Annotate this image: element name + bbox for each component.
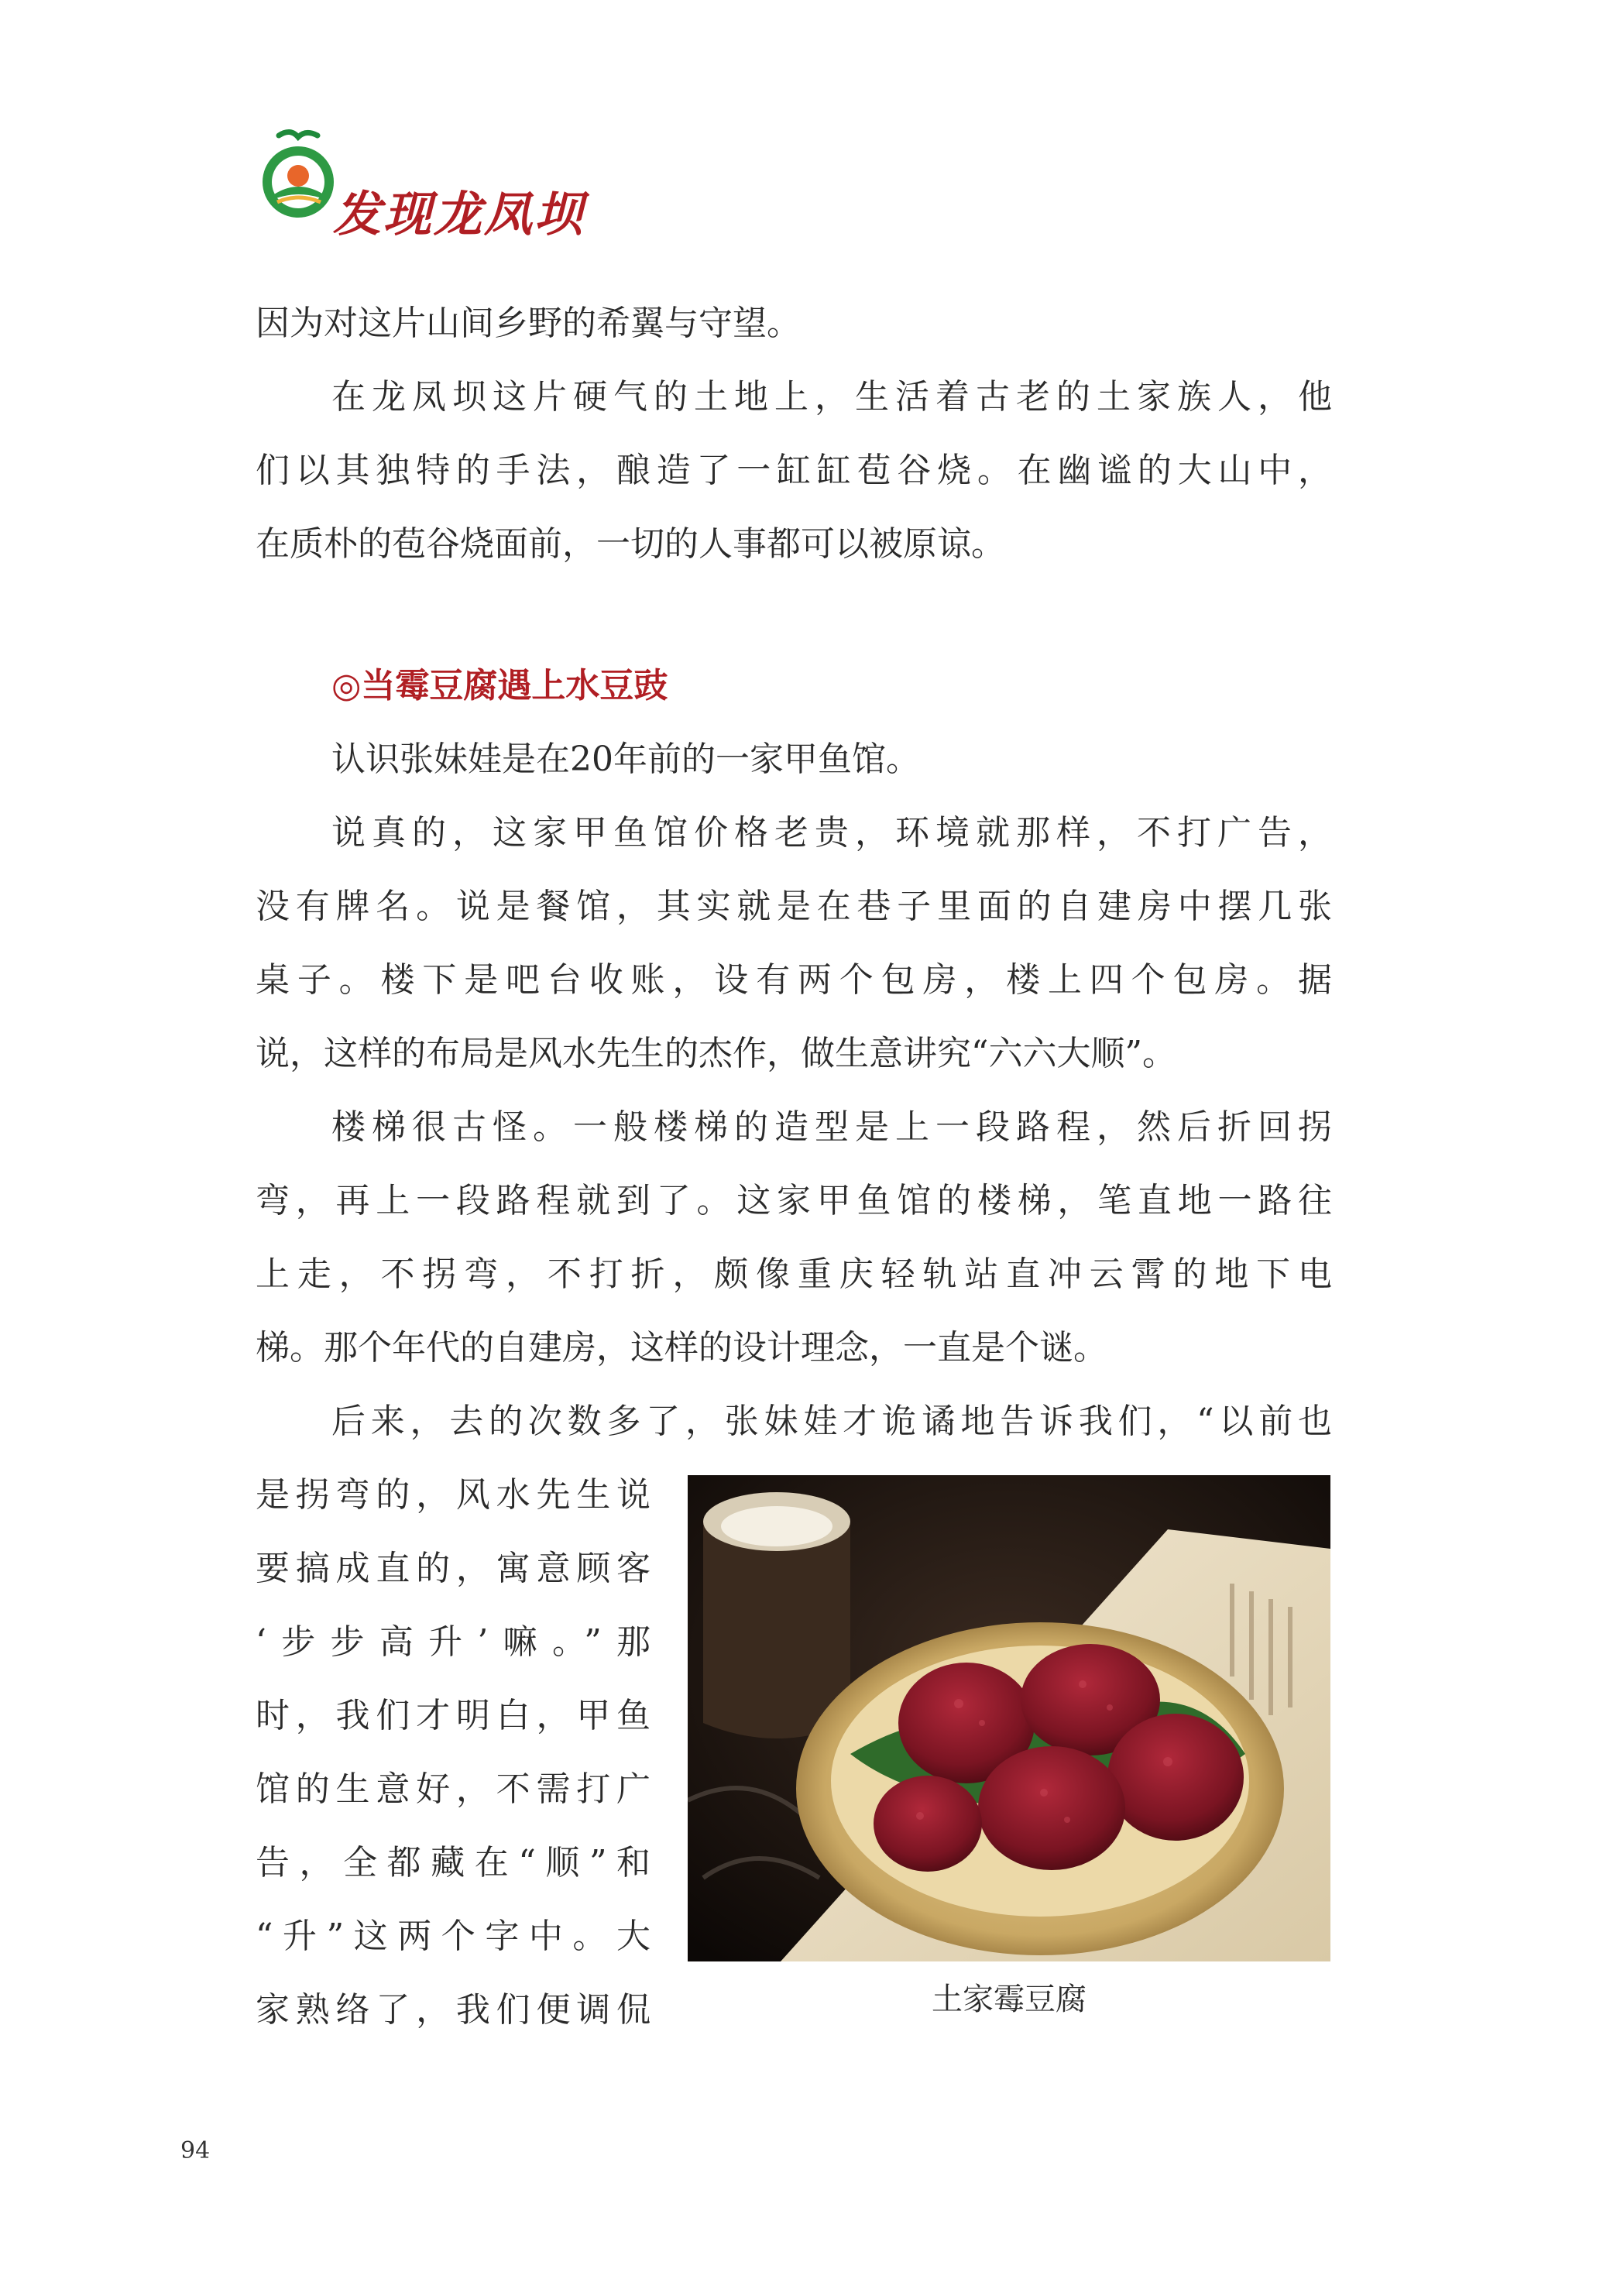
text-line: 告，全都藏在“顺”和 [256, 1843, 651, 1882]
text-line: 是拐弯的，风水先生说 [256, 1475, 651, 1515]
paragraph-2 [256, 360, 1332, 581]
paragraph-5 [256, 1090, 1332, 1385]
text-line: 要搞成直的，寓意顾客 [256, 1549, 651, 1588]
text-line: 梯。那个年代的自建房，这样的设计理念，一直是个谜。 [256, 1328, 1107, 1368]
text-line: 没有牌名。说是餐馆，其实就是在巷子里面的自建房中摆几张 [256, 887, 1332, 926]
paragraph-1 [256, 287, 1332, 360]
paragraph-6 [256, 1385, 1332, 1458]
figure-caption: 土家霉豆腐 [932, 1982, 1086, 2017]
text-line: 认识张妹娃是在20年前的一家甲鱼馆。 [331, 740, 920, 779]
text-line: 在龙凤坝这片硬气的土地上，生活着古老的土家族人，他 [331, 377, 1332, 417]
text-line: 说真的，这家甲鱼馆价格老贵，环境就那样，不打广告， [331, 813, 1332, 853]
logo-emblem-icon [256, 128, 341, 228]
text-line: 楼梯很古怪。一般楼梯的造型是上一段路程，然后折回拐 [331, 1107, 1332, 1147]
text-line: 在质朴的苞谷烧面前，一切的人事都可以被原谅。 [256, 524, 1005, 564]
text-line: 桌子。楼下是吧台收账，设有两个包房，楼上四个包房。据 [256, 960, 1332, 1000]
text-line: 上走，不拐弯，不打折，颇像重庆轻轨站直冲云霄的地下电 [256, 1254, 1332, 1294]
text-line: 家熟络了，我们便调侃 [256, 1990, 651, 2030]
text-line: 弯，再上一段路程就到了。这家甲鱼馆的楼梯，笔直地一路往 [256, 1181, 1332, 1220]
text-line: 后来，去的次数多了，张妹娃才诡谲地告诉我们，“以前也 [331, 1402, 1332, 1441]
paragraph-3 [256, 722, 1332, 796]
text-line: 因为对这片山间乡野的希翼与守望。 [256, 304, 801, 343]
wrapped-paragraph [256, 1458, 651, 2047]
page-number: 94 [180, 2137, 211, 2164]
tofu-photo [688, 1475, 1330, 1961]
text-line: 时，我们才明白，甲鱼 [256, 1696, 651, 1735]
section-heading: ◎当霉豆腐遇上水豆豉 [331, 666, 668, 705]
text-line: ‘步步高升’嘛。”那 [256, 1622, 651, 1662]
text-line: 们以其独特的手法，酿造了一缸缸苞谷烧。在幽谧的大山中， [256, 451, 1332, 490]
text-line: “升”这两个字中。大 [256, 1917, 651, 1956]
text-line: 馆的生意好，不需打广 [256, 1769, 651, 1809]
text-line: 说，这样的布局是风水先生的杰作，做生意讲究“六六大顺”。 [256, 1034, 1176, 1073]
logo-text: 发现龙凤坝 [333, 186, 585, 242]
paragraph-4 [256, 796, 1332, 1090]
